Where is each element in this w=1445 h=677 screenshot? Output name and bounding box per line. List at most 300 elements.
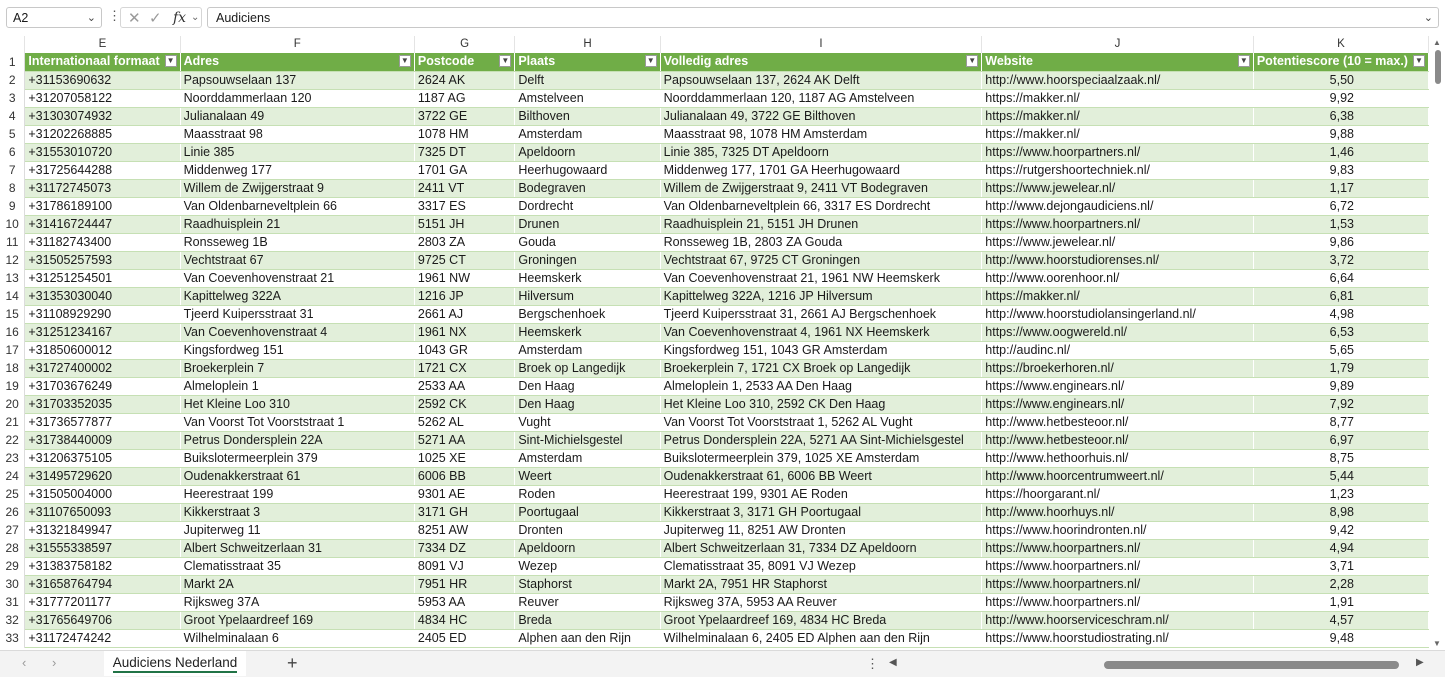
cell-phone[interactable]: +31850600012	[25, 341, 180, 359]
cell-full-address[interactable]: Wilhelminalaan 6, 2405 ED Alphen aan den Rijn	[660, 629, 982, 647]
cell-city[interactable]: Dronten	[515, 521, 660, 539]
row-number[interactable]: 2	[0, 71, 25, 89]
row-number[interactable]: 32	[0, 611, 25, 629]
cell-postcode[interactable]: 2803 ZA	[414, 233, 514, 251]
cell-full-address[interactable]: Van Voorst Tot Voorststraat 1, 5262 AL Vught	[660, 413, 982, 431]
cell-postcode[interactable]: 1187 AG	[414, 89, 514, 107]
column-header-h[interactable]: H	[515, 36, 660, 53]
cell-postcode[interactable]: 1701 GA	[414, 161, 514, 179]
row-number[interactable]: 20	[0, 395, 25, 413]
cell-address[interactable]: Jupiterweg 11	[180, 521, 414, 539]
checkmark-icon[interactable]: ✓	[149, 10, 162, 27]
cell-website[interactable]: http://www.hetbesteoor.nl/	[982, 431, 1254, 449]
row-number[interactable]: 28	[0, 539, 25, 557]
cell-phone[interactable]: +31207058122	[25, 89, 180, 107]
filter-dropdown-icon[interactable]: ▼	[165, 55, 177, 67]
cell-city[interactable]: Staphorst	[515, 575, 660, 593]
cell-phone[interactable]: +31786189100	[25, 197, 180, 215]
cell-website[interactable]: https://makker.nl/	[982, 107, 1254, 125]
cell-full-address[interactable]: Vechtstraat 67, 9725 CT Groningen	[660, 251, 982, 269]
cell-city[interactable]: Delft	[515, 71, 660, 89]
cell-postcode[interactable]: 8251 AW	[414, 521, 514, 539]
cell-phone[interactable]: +31153690632	[25, 71, 180, 89]
cell-city[interactable]: Apeldoorn	[515, 539, 660, 557]
cell-postcode[interactable]: 6006 BB	[414, 467, 514, 485]
cell-website[interactable]: https://www.jewelear.nl/	[982, 179, 1254, 197]
cell-website[interactable]: https://broekerhoren.nl/	[982, 359, 1254, 377]
cell-phone[interactable]: +31727400002	[25, 359, 180, 377]
cell-address[interactable]: Markt 2A	[180, 575, 414, 593]
cell-address[interactable]: Kapittelweg 322A	[180, 287, 414, 305]
cell-city[interactable]: Vught	[515, 413, 660, 431]
filter-dropdown-icon[interactable]: ▼	[645, 55, 657, 67]
column-header-f[interactable]: F	[180, 36, 414, 53]
cell-postcode[interactable]: 2411 VT	[414, 179, 514, 197]
cell-address[interactable]: Kikkerstraat 3	[180, 503, 414, 521]
cell-postcode[interactable]: 2661 AJ	[414, 305, 514, 323]
row-number[interactable]: 14	[0, 287, 25, 305]
table-header-website[interactable]	[982, 53, 1254, 71]
cell-full-address[interactable]: Kikkerstraat 3, 3171 GH Poortugaal	[660, 503, 982, 521]
cell-phone[interactable]: +31353030040	[25, 287, 180, 305]
cell-city[interactable]: Amstelveen	[515, 89, 660, 107]
cell-phone[interactable]: +31321849947	[25, 521, 180, 539]
cell-phone[interactable]: +31505257593	[25, 251, 180, 269]
cell-address[interactable]: Raadhuisplein 21	[180, 215, 414, 233]
cell-score[interactable]: 9,48	[1253, 629, 1428, 647]
cell-postcode[interactable]: 1961 NX	[414, 323, 514, 341]
chevron-left-icon[interactable]: ‹	[22, 655, 27, 670]
cell-address[interactable]: Van Oldenbarneveltplein 66	[180, 197, 414, 215]
formula-input[interactable]	[207, 7, 1439, 28]
fx-icon[interactable]: fx	[173, 10, 187, 26]
cell-website[interactable]: https://www.oogwereld.nl/	[982, 323, 1254, 341]
cell-phone[interactable]: +31703352035	[25, 395, 180, 413]
cell-full-address[interactable]: Kingsfordweg 151, 1043 GR Amsterdam	[660, 341, 982, 359]
cell-full-address[interactable]: Jupiterweg 11, 8251 AW Dronten	[660, 521, 982, 539]
cell-postcode[interactable]: 7951 HR	[414, 575, 514, 593]
cell-address[interactable]: Oudenakkerstraat 61	[180, 467, 414, 485]
cell-score[interactable]: 2,28	[1253, 575, 1428, 593]
cell-city[interactable]: Bergschenhoek	[515, 305, 660, 323]
filter-dropdown-icon[interactable]: ▼	[1238, 55, 1250, 67]
cell-city[interactable]: Wezep	[515, 557, 660, 575]
cell-score[interactable]: 6,72	[1253, 197, 1428, 215]
cell-website[interactable]: http://www.hoorcentrumweert.nl/	[982, 467, 1254, 485]
cell-city[interactable]: Poortugaal	[515, 503, 660, 521]
cell-address[interactable]: Middenweg 177	[180, 161, 414, 179]
cell-phone[interactable]: +31777201177	[25, 593, 180, 611]
cell-score[interactable]: 1,17	[1253, 179, 1428, 197]
chevron-right-icon[interactable]: ›	[52, 655, 57, 670]
cell-website[interactable]: http://www.hethoorhuis.nl/	[982, 449, 1254, 467]
scroll-up-icon[interactable]: ▲	[1433, 38, 1441, 47]
cell-website[interactable]: https://makker.nl/	[982, 89, 1254, 107]
cell-city[interactable]: Heemskerk	[515, 269, 660, 287]
row-number[interactable]: 10	[0, 215, 25, 233]
cell-website[interactable]: https://www.enginears.nl/	[982, 377, 1254, 395]
cell-full-address[interactable]: Broekerplein 7, 1721 CX Broek op Langedijk	[660, 359, 982, 377]
select-all-corner[interactable]	[0, 36, 25, 53]
cell-full-address[interactable]: Buikslotermeerplein 379, 1025 XE Amsterdam	[660, 449, 982, 467]
row-number[interactable]: 4	[0, 107, 25, 125]
cell-phone[interactable]: +31251234167	[25, 323, 180, 341]
cell-score[interactable]: 4,57	[1253, 611, 1428, 629]
cell-full-address[interactable]: Albert Schweitzerlaan 31, 7334 DZ Apeldoorn	[660, 539, 982, 557]
cell-postcode[interactable]: 7334 DZ	[414, 539, 514, 557]
cell-phone[interactable]: +31495729620	[25, 467, 180, 485]
cell-website[interactable]: http://www.hetbesteoor.nl/	[982, 413, 1254, 431]
table-header-postcode[interactable]	[414, 53, 514, 71]
filter-dropdown-icon[interactable]: ▼	[399, 55, 411, 67]
row-number[interactable]: 30	[0, 575, 25, 593]
row-number[interactable]: 12	[0, 251, 25, 269]
cell-score[interactable]: 1,91	[1253, 593, 1428, 611]
cell-full-address[interactable]: Tjeerd Kuipersstraat 31, 2661 AJ Bergschenhoek	[660, 305, 982, 323]
cell-score[interactable]: 9,92	[1253, 89, 1428, 107]
cell-address[interactable]: Clematisstraat 35	[180, 557, 414, 575]
column-header-e[interactable]: E	[25, 36, 180, 53]
row-number[interactable]: 9	[0, 197, 25, 215]
cell-city[interactable]: Den Haag	[515, 395, 660, 413]
cell-phone[interactable]: +31251254501	[25, 269, 180, 287]
cell-website[interactable]: https://www.hoorpartners.nl/	[982, 215, 1254, 233]
cell-phone[interactable]: +31505004000	[25, 485, 180, 503]
cell-address[interactable]: Buikslotermeerplein 379	[180, 449, 414, 467]
row-number[interactable]: 25	[0, 485, 25, 503]
cell-full-address[interactable]: Julianalaan 49, 3722 GE Bilthoven	[660, 107, 982, 125]
cell-website[interactable]: http://www.dejongaudiciens.nl/	[982, 197, 1254, 215]
row-number[interactable]: 5	[0, 125, 25, 143]
cell-city[interactable]: Alphen aan den Rijn	[515, 629, 660, 647]
cell-phone[interactable]: +31172745073	[25, 179, 180, 197]
cell-address[interactable]: Groot Ypelaardreef 169	[180, 611, 414, 629]
column-header-g[interactable]: G	[414, 36, 514, 53]
chevron-down-icon[interactable]: ⌄	[191, 12, 200, 23]
cell-phone[interactable]: +31703676249	[25, 377, 180, 395]
cell-full-address[interactable]: Noorddammerlaan 120, 1187 AG Amstelveen	[660, 89, 982, 107]
row-number[interactable]: 7	[0, 161, 25, 179]
cell-city[interactable]: Amsterdam	[515, 341, 660, 359]
chevron-down-icon[interactable]: ⌄	[86, 12, 96, 24]
cell-full-address[interactable]: Petrus Dondersplein 22A, 5271 AA Sint-Michielsgestel	[660, 431, 982, 449]
cell-postcode[interactable]: 5271 AA	[414, 431, 514, 449]
cell-city[interactable]: Amsterdam	[515, 449, 660, 467]
sheet-tab-audiciens-nederland[interactable]	[104, 651, 246, 676]
cell-city[interactable]: Heerhugowaard	[515, 161, 660, 179]
cell-phone[interactable]: +31172474242	[25, 629, 180, 647]
row-number[interactable]: 8	[0, 179, 25, 197]
scroll-right-icon[interactable]: ▶	[1416, 657, 1424, 668]
cell-address[interactable]: Papsouwselaan 137	[180, 71, 414, 89]
cell-website[interactable]: https://www.jewelear.nl/	[982, 233, 1254, 251]
cell-website[interactable]: https://www.hoorpartners.nl/	[982, 593, 1254, 611]
cell-phone[interactable]: +31725644288	[25, 161, 180, 179]
cell-website[interactable]: http://www.oorenhoor.nl/	[982, 269, 1254, 287]
cell-phone[interactable]: +31738440009	[25, 431, 180, 449]
cell-score[interactable]: 9,42	[1253, 521, 1428, 539]
table-header-potentiescore[interactable]	[1253, 53, 1428, 71]
cell-full-address[interactable]: Almeloplein 1, 2533 AA Den Haag	[660, 377, 982, 395]
cell-website[interactable]: http://audinc.nl/	[982, 341, 1254, 359]
cell-address[interactable]: Noorddammerlaan 120	[180, 89, 414, 107]
row-number[interactable]: 27	[0, 521, 25, 539]
cell-address[interactable]: Maasstraat 98	[180, 125, 414, 143]
row-number[interactable]: 16	[0, 323, 25, 341]
cell-website[interactable]: http://www.hoorserviceschram.nl/	[982, 611, 1254, 629]
cell-city[interactable]: Groningen	[515, 251, 660, 269]
row-number[interactable]: 11	[0, 233, 25, 251]
cell-website[interactable]: http://www.hoorspeciaalzaak.nl/	[982, 71, 1254, 89]
cell-postcode[interactable]: 7325 DT	[414, 143, 514, 161]
row-number[interactable]: 22	[0, 431, 25, 449]
cell-website[interactable]: https://rutgershoortechniek.nl/	[982, 161, 1254, 179]
cell-full-address[interactable]: Linie 385, 7325 DT Apeldoorn	[660, 143, 982, 161]
cell-full-address[interactable]: Maasstraat 98, 1078 HM Amsterdam	[660, 125, 982, 143]
cell-score[interactable]: 1,53	[1253, 215, 1428, 233]
cell-phone[interactable]: +31383758182	[25, 557, 180, 575]
cell-full-address[interactable]: Van Oldenbarneveltplein 66, 3317 ES Dordrecht	[660, 197, 982, 215]
horizontal-scroll-thumb[interactable]	[1104, 661, 1399, 669]
cell-phone[interactable]: +31108929290	[25, 305, 180, 323]
row-number[interactable]: 26	[0, 503, 25, 521]
row-number[interactable]: 18	[0, 359, 25, 377]
cell-full-address[interactable]: Willem de Zwijgerstraat 9, 2411 VT Bodegraven	[660, 179, 982, 197]
cell-city[interactable]: Gouda	[515, 233, 660, 251]
column-header-k[interactable]: K	[1253, 36, 1428, 53]
cell-score[interactable]: 8,75	[1253, 449, 1428, 467]
table-header-volledig-adres[interactable]	[660, 53, 982, 71]
cell-score[interactable]: 5,50	[1253, 71, 1428, 89]
cell-city[interactable]: Drunen	[515, 215, 660, 233]
cell-address[interactable]: Vechtstraat 67	[180, 251, 414, 269]
table-header-internationaal-formaat[interactable]	[25, 53, 180, 71]
row-number[interactable]: 6	[0, 143, 25, 161]
cell-address[interactable]: Julianalaan 49	[180, 107, 414, 125]
cell-address[interactable]: Kingsfordweg 151	[180, 341, 414, 359]
cell-full-address[interactable]: Papsouwselaan 137, 2624 AK Delft	[660, 71, 982, 89]
table-header-plaats[interactable]	[515, 53, 660, 71]
more-options-icon[interactable]: ⋮	[866, 656, 879, 671]
cell-score[interactable]: 9,88	[1253, 125, 1428, 143]
cell-full-address[interactable]: Middenweg 177, 1701 GA Heerhugowaard	[660, 161, 982, 179]
cell-phone[interactable]: +31107650093	[25, 503, 180, 521]
cell-postcode[interactable]: 2533 AA	[414, 377, 514, 395]
column-header-i[interactable]: I	[660, 36, 982, 53]
cell-city[interactable]: Hilversum	[515, 287, 660, 305]
cell-city[interactable]: Amsterdam	[515, 125, 660, 143]
cell-full-address[interactable]: Van Coevenhovenstraat 21, 1961 NW Heemskerk	[660, 269, 982, 287]
cell-address[interactable]: Broekerplein 7	[180, 359, 414, 377]
cell-city[interactable]: Apeldoorn	[515, 143, 660, 161]
cell-phone[interactable]: +31658764794	[25, 575, 180, 593]
row-number[interactable]: 29	[0, 557, 25, 575]
scroll-left-icon[interactable]: ◀	[889, 657, 897, 668]
cell-address[interactable]: Almeloplein 1	[180, 377, 414, 395]
cancel-icon[interactable]: ✕	[128, 10, 141, 27]
cell-postcode[interactable]: 1078 HM	[414, 125, 514, 143]
cell-city[interactable]: Den Haag	[515, 377, 660, 395]
row-number[interactable]: 15	[0, 305, 25, 323]
cell-full-address[interactable]: Van Coevenhovenstraat 4, 1961 NX Heemskerk	[660, 323, 982, 341]
row-number[interactable]: 21	[0, 413, 25, 431]
cell-full-address[interactable]: Raadhuisplein 21, 5151 JH Drunen	[660, 215, 982, 233]
cell-postcode[interactable]: 9301 AE	[414, 485, 514, 503]
column-header-j[interactable]: J	[982, 36, 1254, 53]
row-number[interactable]: 31	[0, 593, 25, 611]
cell-full-address[interactable]: Markt 2A, 7951 HR Staphorst	[660, 575, 982, 593]
cell-score[interactable]: 9,89	[1253, 377, 1428, 395]
cell-full-address[interactable]: Clematisstraat 35, 8091 VJ Wezep	[660, 557, 982, 575]
plus-icon[interactable]: +	[287, 653, 298, 673]
cell-website[interactable]: https://www.hoorstudiostrating.nl/	[982, 629, 1254, 647]
cell-website[interactable]: https://www.hoorindronten.nl/	[982, 521, 1254, 539]
cell-website[interactable]: https://makker.nl/	[982, 125, 1254, 143]
cell-address[interactable]: Tjeerd Kuipersstraat 31	[180, 305, 414, 323]
cell-address[interactable]: Linie 385	[180, 143, 414, 161]
cell-postcode[interactable]: 3722 GE	[414, 107, 514, 125]
cell-postcode[interactable]: 1216 JP	[414, 287, 514, 305]
cell-phone[interactable]: +31736577877	[25, 413, 180, 431]
cell-score[interactable]: 5,44	[1253, 467, 1428, 485]
filter-dropdown-icon[interactable]: ▼	[966, 55, 978, 67]
cell-postcode[interactable]: 3171 GH	[414, 503, 514, 521]
cell-postcode[interactable]: 2592 CK	[414, 395, 514, 413]
cell-city[interactable]: Bilthoven	[515, 107, 660, 125]
cell-postcode[interactable]: 1025 XE	[414, 449, 514, 467]
cell-score[interactable]: 1,79	[1253, 359, 1428, 377]
cell-city[interactable]: Broek op Langedijk	[515, 359, 660, 377]
cell-city[interactable]: Sint-Michielsgestel	[515, 431, 660, 449]
cell-full-address[interactable]: Oudenakkerstraat 61, 6006 BB Weert	[660, 467, 982, 485]
cell-phone[interactable]: +31555338597	[25, 539, 180, 557]
row-number[interactable]: 3	[0, 89, 25, 107]
cell-address[interactable]: Heerestraat 199	[180, 485, 414, 503]
cell-score[interactable]: 1,46	[1253, 143, 1428, 161]
filter-dropdown-icon[interactable]: ▼	[499, 55, 511, 67]
cell-full-address[interactable]: Kapittelweg 322A, 1216 JP Hilversum	[660, 287, 982, 305]
cell-postcode[interactable]: 9725 CT	[414, 251, 514, 269]
cell-website[interactable]: https://www.hoorpartners.nl/	[982, 143, 1254, 161]
cell-score[interactable]: 3,72	[1253, 251, 1428, 269]
cell-city[interactable]: Breda	[515, 611, 660, 629]
cell-score[interactable]: 4,98	[1253, 305, 1428, 323]
cell-score[interactable]: 6,38	[1253, 107, 1428, 125]
cell-phone[interactable]: +31765649706	[25, 611, 180, 629]
vertical-scrollbar[interactable]	[1430, 36, 1445, 650]
cell-website[interactable]: http://www.hoorstudiolansingerland.nl/	[982, 305, 1254, 323]
name-box[interactable]	[6, 7, 102, 28]
cell-phone[interactable]: +31303074932	[25, 107, 180, 125]
cell-score[interactable]: 4,94	[1253, 539, 1428, 557]
cell-score[interactable]: 1,23	[1253, 485, 1428, 503]
cell-score[interactable]: 6,81	[1253, 287, 1428, 305]
cell-postcode[interactable]: 5262 AL	[414, 413, 514, 431]
cell-website[interactable]: https://www.hoorpartners.nl/	[982, 557, 1254, 575]
cell-postcode[interactable]: 2405 ED	[414, 629, 514, 647]
cell-postcode[interactable]: 1043 GR	[414, 341, 514, 359]
cell-address[interactable]: Van Voorst Tot Voorststraat 1	[180, 413, 414, 431]
row-number[interactable]: 33	[0, 629, 25, 647]
cell-website[interactable]: http://www.hoorstudiorenses.nl/	[982, 251, 1254, 269]
cell-full-address[interactable]: Rijksweg 37A, 5953 AA Reuver	[660, 593, 982, 611]
scroll-down-icon[interactable]: ▼	[1433, 639, 1441, 648]
row-number[interactable]: 17	[0, 341, 25, 359]
cell-phone[interactable]: +31202268885	[25, 125, 180, 143]
row-number[interactable]: 23	[0, 449, 25, 467]
cell-postcode[interactable]: 2624 AK	[414, 71, 514, 89]
cell-city[interactable]: Roden	[515, 485, 660, 503]
cell-score[interactable]: 6,97	[1253, 431, 1428, 449]
cell-address[interactable]: Willem de Zwijgerstraat 9	[180, 179, 414, 197]
cell-score[interactable]: 8,98	[1253, 503, 1428, 521]
row-number[interactable]: 1	[0, 53, 25, 71]
cell-website[interactable]: https://www.enginears.nl/	[982, 395, 1254, 413]
cell-city[interactable]: Reuver	[515, 593, 660, 611]
cell-address[interactable]: Wilhelminalaan 6	[180, 629, 414, 647]
cell-postcode[interactable]: 8091 VJ	[414, 557, 514, 575]
cell-address[interactable]: Ronsseweg 1B	[180, 233, 414, 251]
cell-address[interactable]: Albert Schweitzerlaan 31	[180, 539, 414, 557]
cell-full-address[interactable]: Het Kleine Loo 310, 2592 CK Den Haag	[660, 395, 982, 413]
cell-phone[interactable]: +31182743400	[25, 233, 180, 251]
cell-city[interactable]: Dordrecht	[515, 197, 660, 215]
cell-phone[interactable]: +31553010720	[25, 143, 180, 161]
cell-score[interactable]: 9,86	[1253, 233, 1428, 251]
cell-score[interactable]: 6,53	[1253, 323, 1428, 341]
cell-address[interactable]: Van Coevenhovenstraat 4	[180, 323, 414, 341]
cell-postcode[interactable]: 5953 AA	[414, 593, 514, 611]
cell-score[interactable]: 3,71	[1253, 557, 1428, 575]
cell-address[interactable]: Het Kleine Loo 310	[180, 395, 414, 413]
cell-website[interactable]: https://makker.nl/	[982, 287, 1254, 305]
cell-full-address[interactable]: Ronsseweg 1B, 2803 ZA Gouda	[660, 233, 982, 251]
cell-website[interactable]: https://hoorgarant.nl/	[982, 485, 1254, 503]
cell-postcode[interactable]: 1961 NW	[414, 269, 514, 287]
vertical-scroll-thumb[interactable]	[1435, 50, 1441, 84]
cell-postcode[interactable]: 4834 HC	[414, 611, 514, 629]
table-header-adres[interactable]	[180, 53, 414, 71]
more-options-icon[interactable]: ⋮	[108, 8, 121, 23]
filter-dropdown-icon[interactable]: ▼	[1413, 55, 1425, 67]
cell-city[interactable]: Bodegraven	[515, 179, 660, 197]
cell-website[interactable]: http://www.hoorhuys.nl/	[982, 503, 1254, 521]
row-number[interactable]: 24	[0, 467, 25, 485]
cell-score[interactable]: 8,77	[1253, 413, 1428, 431]
cell-city[interactable]: Heemskerk	[515, 323, 660, 341]
row-number[interactable]: 13	[0, 269, 25, 287]
cell-full-address[interactable]: Groot Ypelaardreef 169, 4834 HC Breda	[660, 611, 982, 629]
cell-phone[interactable]: +31416724447	[25, 215, 180, 233]
cell-score[interactable]: 7,92	[1253, 395, 1428, 413]
cell-score[interactable]: 5,65	[1253, 341, 1428, 359]
cell-postcode[interactable]: 1721 CX	[414, 359, 514, 377]
cell-city[interactable]: Weert	[515, 467, 660, 485]
row-number[interactable]: 19	[0, 377, 25, 395]
cell-postcode[interactable]: 5151 JH	[414, 215, 514, 233]
cell-address[interactable]: Rijksweg 37A	[180, 593, 414, 611]
cell-score[interactable]: 6,64	[1253, 269, 1428, 287]
cell-website[interactable]: https://www.hoorpartners.nl/	[982, 575, 1254, 593]
cell-score[interactable]: 9,83	[1253, 161, 1428, 179]
cell-address[interactable]: Van Coevenhovenstraat 21	[180, 269, 414, 287]
cell-phone[interactable]: +31206375105	[25, 449, 180, 467]
cell-address[interactable]: Petrus Dondersplein 22A	[180, 431, 414, 449]
expand-formula-icon[interactable]: ⌄	[1423, 12, 1433, 24]
cell-website[interactable]: https://www.hoorpartners.nl/	[982, 539, 1254, 557]
cell-postcode[interactable]: 3317 ES	[414, 197, 514, 215]
cell-full-address[interactable]: Heerestraat 199, 9301 AE Roden	[660, 485, 982, 503]
